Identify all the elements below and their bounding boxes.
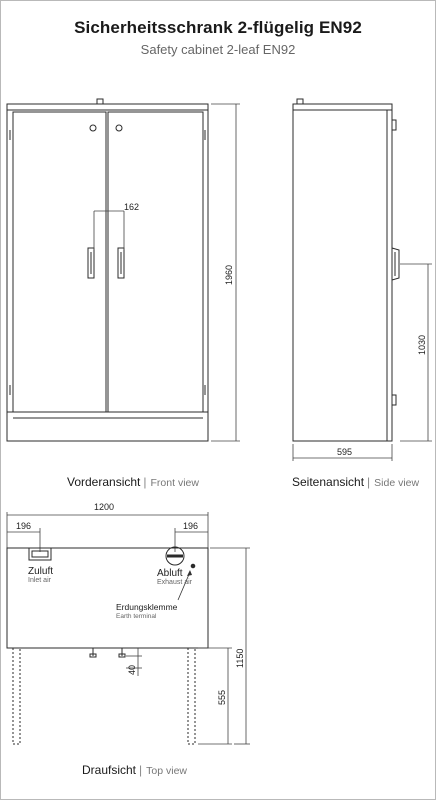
dim-height-label: 1960 [224, 264, 234, 285]
left-leg [13, 648, 20, 744]
left-lock-icon [90, 125, 96, 131]
dim-handle-spacing-label: 162 [124, 202, 140, 212]
top-knob [97, 99, 103, 104]
top-view-caption-en: Top view [146, 765, 188, 777]
side-view-caption [292, 475, 419, 489]
top-view-caption [82, 763, 187, 777]
front-left-door [13, 112, 106, 412]
caption-separator: | [139, 763, 143, 777]
dim-small-label: 40 [127, 664, 137, 675]
dim-handle-spacing-line [94, 211, 124, 250]
earth-terminal-arrow [187, 570, 192, 576]
dim-left-offset-label: 196 [16, 521, 32, 531]
earth-terminal-icon [191, 564, 195, 568]
dim-total-line [210, 548, 250, 744]
dim-total-label: 1150 [235, 648, 245, 668]
right-lock-icon [116, 125, 122, 131]
front-right-door [108, 112, 203, 412]
dim-width-line [7, 512, 208, 548]
side-view-caption-de: Seitenansicht [292, 475, 365, 489]
front-view-drawing [7, 99, 208, 441]
front-view-caption [67, 475, 199, 489]
side-view-caption-en: Side view [374, 477, 420, 489]
inlet-air-label-en: Inlet air [28, 577, 51, 584]
dim-width-label: 1200 [94, 502, 115, 512]
earth-terminal-label-en: Earth terminal [116, 613, 157, 620]
exhaust-air-label-en: Exhaust air [157, 579, 193, 586]
dim-leg-label: 555 [217, 689, 227, 705]
dim-handle-height-line [400, 264, 432, 441]
inlet-air-label: Zuluft [28, 566, 54, 577]
right-leg [188, 648, 195, 744]
dim-right-offset-label: 196 [183, 521, 199, 531]
side-cabinet-body [293, 104, 392, 441]
page-title: Sicherheitsschrank 2-flügelig EN92 [74, 18, 362, 37]
top-cabinet-body [7, 548, 208, 648]
top-view-caption-de: Draufsicht [82, 763, 137, 777]
dim-depth-label: 595 [337, 447, 353, 457]
page-subtitle: Safety cabinet 2-leaf EN92 [140, 42, 296, 57]
front-view-caption-de: Vorderansicht [67, 475, 141, 489]
dim-handle-height-label: 1030 [417, 334, 427, 355]
side-view-drawing [293, 99, 399, 441]
earth-terminal-label: Erdungsklemme [116, 602, 178, 612]
exhaust-air-label: Abluft [157, 568, 183, 579]
front-view-caption-en: Front view [150, 477, 199, 489]
caption-separator: | [367, 475, 371, 489]
caption-separator: | [143, 475, 147, 489]
